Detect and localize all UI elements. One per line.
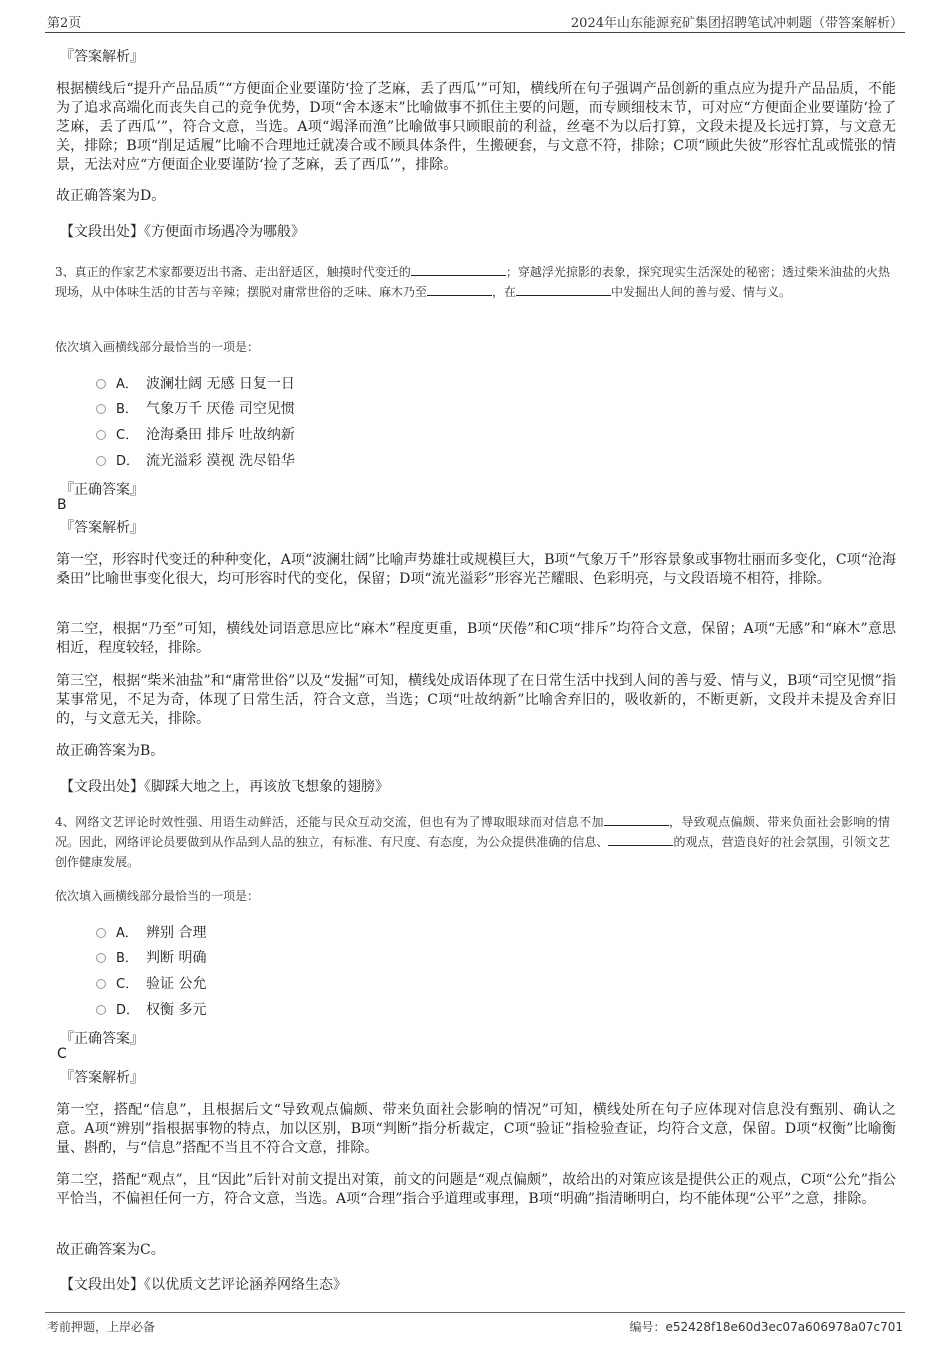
document-code: 编号：e52428f18e60d3ec07a606978a07c701: [629, 1320, 903, 1334]
page-number: 第2页: [47, 16, 82, 31]
analysis-paragraph: 第三空，根据“柴米油盐”和“庸常世俗”以及“发掘”可知，横线处成语体现了在日常生活中找到人间的善与爱、情与义，B项“司空见惯”指某事常见，不足为奇，体现了日常生活，符合文意，当选；C项“吐故纳新”比喻舍弃旧的，吸收新的，不断更新，文段并未提及舍弃旧的，与文意无关，排除。: [56, 673, 896, 727]
page-footer: [45, 1312, 905, 1335]
radio-icon[interactable]: [96, 379, 106, 389]
document-title: 2024年山东能源兖矿集团招聘笔试冲刺题（带答案解析）: [570, 16, 903, 31]
stem-part: ；穿越浮光掠影的表象，探究现实生活深处的秘密；透过柴米油盐的火热现场，从中体味生活的甘苦与辛辣；摆脱对庸常世俗的乏味、麻木乃至: [55, 265, 890, 299]
question-prompt: 依次填入画横线部分最恰当的一项是：: [55, 340, 260, 354]
analysis-tag: 『答案解析』: [60, 49, 144, 65]
option-a[interactable]: A． 波澜壮阔 无感 日复一日: [96, 373, 295, 393]
radio-icon[interactable]: [96, 953, 106, 963]
question-4-stem: [55, 812, 890, 872]
question-prompt: 依次填入画横线部分最恰当的一项是：: [55, 889, 260, 903]
correct-answer: C: [57, 1046, 67, 1062]
option-c[interactable]: C． 验证 公允: [96, 973, 206, 993]
radio-icon[interactable]: [96, 456, 106, 466]
stem-part: 的观点，营造良好的社会氛围，引领文艺创作健康发展。: [55, 835, 890, 869]
blank-1: [604, 813, 669, 826]
option-d[interactable]: D． 流光溢彩 漠视 洗尽铅华: [96, 450, 295, 470]
page-header: [45, 8, 905, 33]
analysis-tag: 『答案解析』: [60, 520, 144, 536]
correct-answer: B: [57, 497, 67, 513]
conclusion: 故正确答案为B。: [56, 743, 165, 759]
analysis-paragraph: 根据横线后“提升产品品质”“方便面企业要谨防‘捡了芝麻，丢了西瓜’”可知，横线所在句子强调产品创新的重点应为提升产品品质，不能为了追求高端化而丧失自己的竞争优势，D项“舍本逐末”比喻做事不抓住主要的问题，而专顾细枝末节，可对应“方便面企业要谨防‘捡了芝麻，丢了西瓜’”，符合文意，当选。A项“竭泽而渔”比喻做事只顾眼前的利益，丝毫不为以后打算，文段未提及长远打算，与文意无关，排除；B项“削足适履”比喻不合理地迁就凑合或不顾具体条件，生搬硬套，与文意不符，排除；C项“顾此失彼”形容忙乱或慌张的情景，无法对应“方便面企业要谨防‘捡了芝麻，丢了西瓜’”，排除。: [56, 81, 896, 173]
stem-part: 3、真正的作家艺术家都要迈出书斋、走出舒适区，触摸时代变迁的: [55, 265, 411, 279]
blank-3: [516, 283, 611, 296]
analysis-paragraph: 第一空，搭配“信息”，且根据后文“导致观点偏颇、带来负面社会影响的情况”可知，横线处所在句子应体现对信息没有甄别、确认之意。A项“辨别”指根据事物的特点，加以区别，B项“判断”指分析裁定，C项“验证”指检验查证，均符合文意，保留。D项“权衡”比喻衡量、斟酌，与“信息”搭配不当且不符合文意，排除。: [56, 1102, 896, 1156]
stem-part: ，导致观点偏颇、带来负面社会影响的情况。因此，网络评论员要做到从作品到人品的独立，有标准、有尺度、有态度，为公众提供准确的信息、: [55, 815, 890, 849]
answer-tag: 『正确答案』: [60, 1031, 144, 1047]
blank-2: [608, 833, 673, 846]
question-3-stem: [55, 262, 890, 302]
answer-tag: 『正确答案』: [60, 482, 144, 498]
radio-icon[interactable]: [96, 1005, 106, 1015]
blank-2: [427, 283, 492, 296]
footer-slogan: 考前押题，上岸必备: [47, 1320, 156, 1334]
stem-part: 中发掘出人间的善与爱、情与义。: [611, 285, 792, 299]
option-a[interactable]: A． 辨别 合理: [96, 922, 206, 942]
stem-part: ，在: [492, 285, 517, 299]
stem-part: 4、网络文艺评论时效性强、用语生动鲜活，还能与民众互动交流，但也有为了博取眼球而对信息不加: [55, 815, 604, 829]
option-b[interactable]: B． 判断 明确: [96, 947, 206, 967]
radio-icon[interactable]: [96, 430, 106, 440]
source-citation: 【文段出处】《脚踩大地之上，再该放飞想象的翅膀》: [60, 779, 389, 795]
option-c[interactable]: C． 沧海桑田 排斥 吐故纳新: [96, 424, 295, 444]
analysis-paragraph: 第一空，形容时代变迁的种种变化，A项“波澜壮阔”比喻声势雄壮或规模巨大，B项“气象万千”形容景象或事物壮丽而多变化，C项“沧海桑田”比喻世事变化很大，均可形容时代的变化，保留；D项“流光溢彩”形容光芒耀眼、色彩明亮，与文段语境不相符，排除。: [56, 552, 896, 587]
radio-icon[interactable]: [96, 404, 106, 414]
blank-1: [411, 263, 506, 276]
analysis-paragraph: 第二空，搭配“观点”，且“因此”后针对前文提出对策，前文的问题是“观点偏颇”，故给出的对策应该是提供公正的观点，C项“公允”指公平恰当，不偏袒任何一方，符合文意，当选。A项“合理”指合乎道理或事理，B项“明确”指清晰明白，均不能体现“公平”之意，排除。: [56, 1172, 896, 1207]
analysis-tag: 『答案解析』: [60, 1070, 144, 1086]
analysis-paragraph: 第二空，根据“乃至”可知，横线处词语意思应比“麻木”程度更重，B项“厌倦”和C项“排斥”均符合文意，保留；A项“无感”和“麻木”意思相近，程度较轻，排除。: [56, 621, 896, 656]
radio-icon[interactable]: [96, 928, 106, 938]
conclusion: 故正确答案为C。: [56, 1242, 165, 1258]
source-citation: 【文段出处】《以优质文艺评论涵养网络生态》: [60, 1277, 347, 1293]
source-citation: 【文段出处】《方便面市场遇冷为哪般》: [60, 224, 305, 240]
conclusion: 故正确答案为D。: [56, 188, 166, 204]
radio-icon[interactable]: [96, 979, 106, 989]
option-d[interactable]: D． 权衡 多元: [96, 999, 206, 1019]
option-b[interactable]: B． 气象万千 厌倦 司空见惯: [96, 398, 295, 418]
